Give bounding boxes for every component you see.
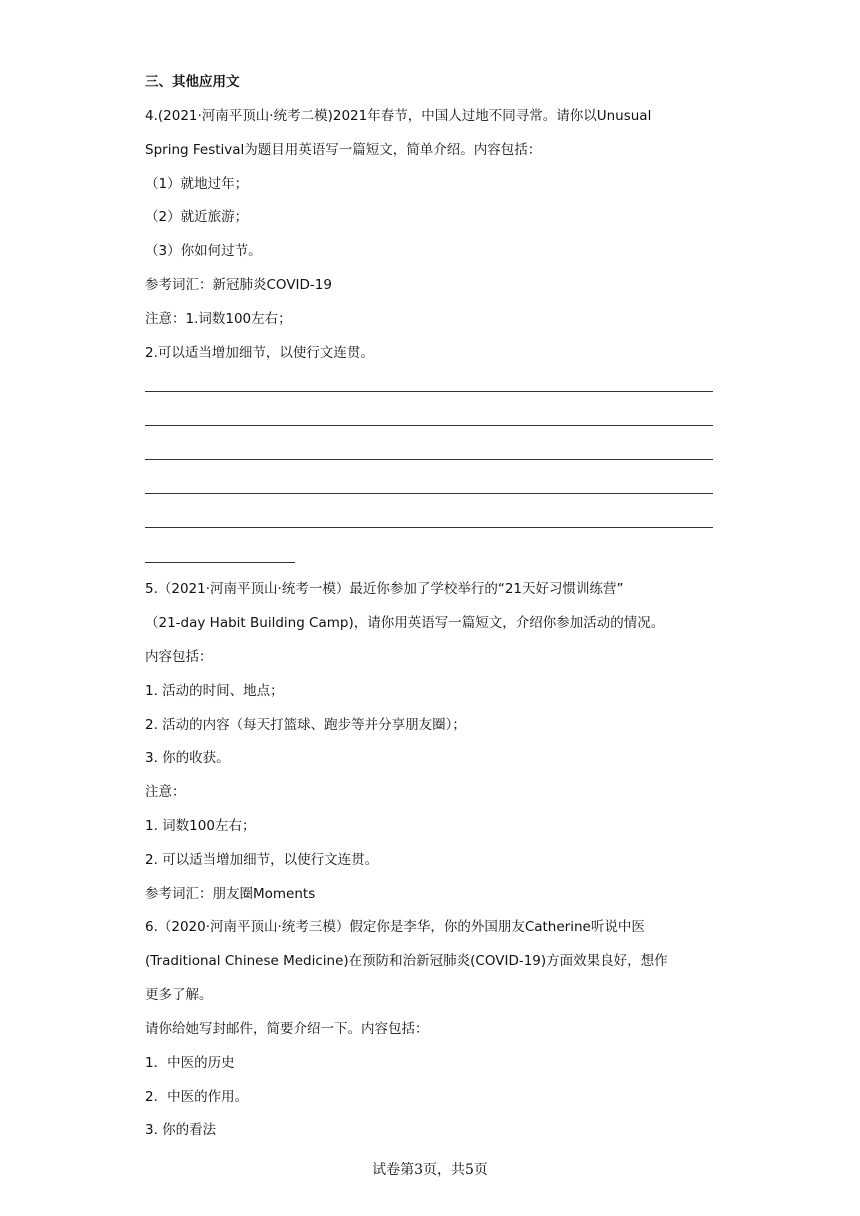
page-footer: 试卷第3页，共5页 (372, 1162, 488, 1178)
question-line: 参考词汇：朋友圈Moments (145, 886, 316, 902)
answer-line (145, 562, 295, 563)
question-line: Spring Festival为题目用英语写一篇短文，简单介绍。内容包括： (145, 142, 542, 158)
question-line: 4.(2021·河南平顶山·统考二模)2021年春节，中国人过地不同寻常。请你以Unusual (145, 108, 652, 124)
question-line: （3）你如何过节。 (145, 243, 262, 259)
answer-line (145, 527, 713, 528)
question-line: 2．中医的作用。 (145, 1089, 249, 1105)
question-line: 更多了解。 (145, 987, 213, 1003)
question-line: 2.可以适当增加细节，以使行文连贯。 (145, 345, 374, 361)
question-line: 1. 活动的时间、地点； (145, 683, 284, 699)
question-line: （1）就地过年； (145, 176, 249, 192)
question-line: 3. 你的看法 (145, 1122, 217, 1138)
answer-line (145, 459, 713, 460)
question-line: 6.（2020·河南平顶山·统考三模）假定你是李华，你的外国朋友Catherine听说中医 (145, 919, 645, 935)
question-line: 5.（2021·河南平顶山·统考一模）最近你参加了学校举行的“21天好习惯训练营” (145, 581, 624, 597)
question-line: 请你给她写封邮件，简要介绍一下。内容包括： (145, 1021, 429, 1037)
question-line: （2）就近旅游； (145, 209, 249, 225)
question-line: 2. 活动的内容（每天打篮球、跑步等并分享朋友圈）； (145, 717, 466, 733)
question-line: 注意：1.词数100左右； (145, 311, 292, 327)
section-heading: 三、其他应用文 (145, 74, 240, 90)
question-line: 3. 你的收获。 (145, 750, 230, 766)
question-line: （21-day Habit Building Camp)，请你用英语写一篇短文，介绍你参加活动的情况。 (145, 615, 665, 631)
question-line: 参考词汇：新冠肺炎COVID-19 (145, 277, 332, 293)
question-line: 2. 可以适当增加细节，以使行文连贯。 (145, 852, 379, 868)
question-line: (Traditional Chinese Medicine)在预防和治新冠肺炎(COVID-19)方面效果良好，想作 (145, 953, 668, 969)
question-line: 1．中医的历史 (145, 1055, 235, 1071)
question-line: 1. 词数100左右； (145, 818, 256, 834)
answer-line (145, 425, 713, 426)
question-line: 注意： (145, 784, 186, 800)
question-line: 内容包括： (145, 649, 213, 665)
answer-line (145, 391, 713, 392)
answer-line (145, 493, 713, 494)
